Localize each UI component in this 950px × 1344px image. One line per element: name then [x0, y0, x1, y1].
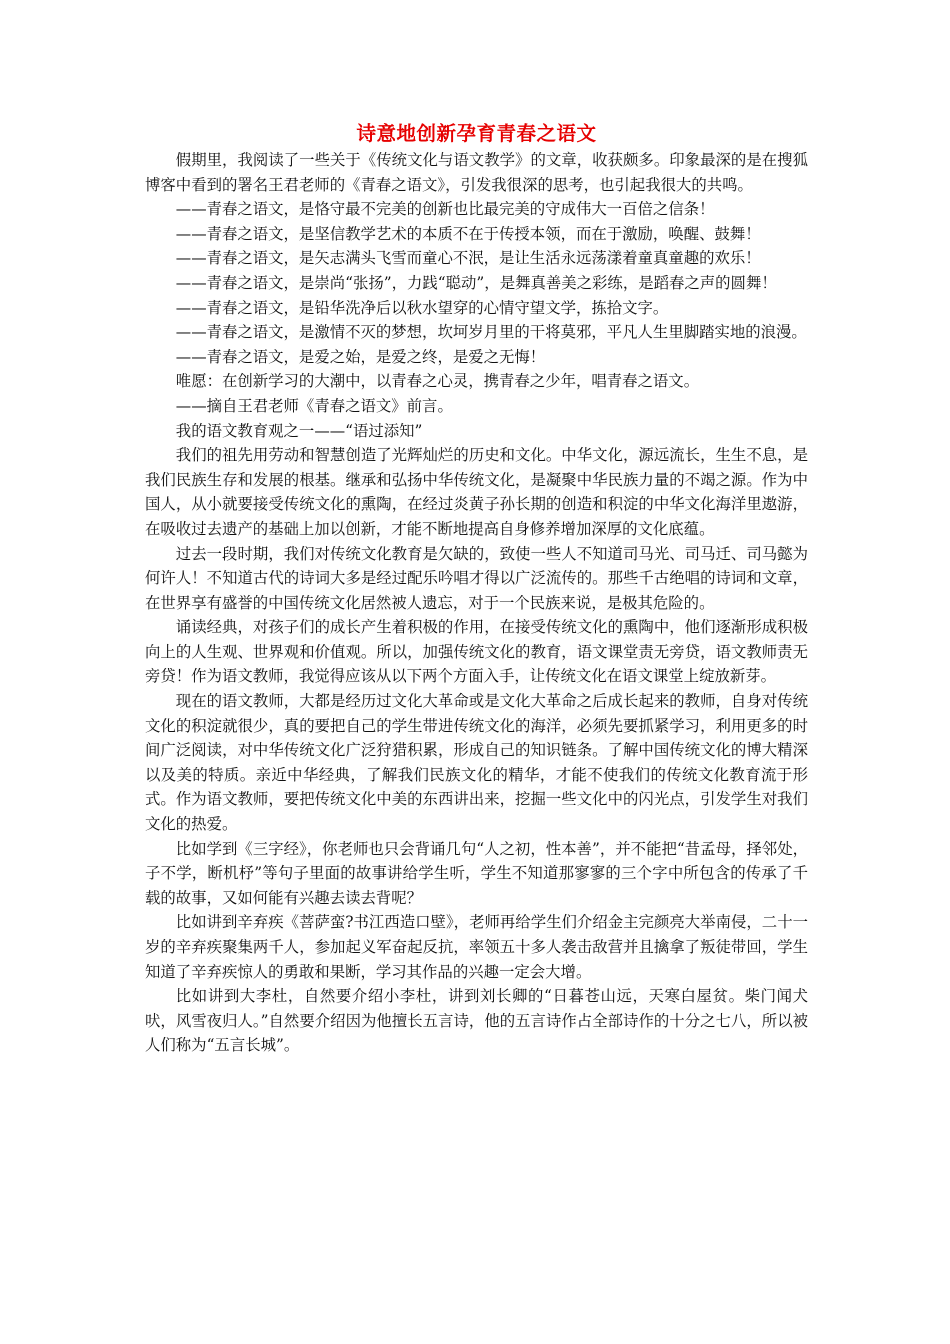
paragraph: 现在的语文教师，大都是经历过文化大革命或是文化大革命之后成长起来的教师，自身对传统文化的积淀就很少，真的要把自己的学生带进传统文化的海洋，必须先要抓紧学习，利用更多的时间广泛阅读，对中华传统文化广泛狩猎积累，形成自己的知识链条。了解中国传统文化的博大精深以及美的特质。亲近中华经典，了解我们民族文化的精华，才能不使我们的传统文化教育流于形式。作为语文教师，要把传统文化中美的东西讲出来，挖掘一些文化中的闪光点，引发学生对我们文化的热爱。 — [145, 692, 808, 834]
paragraph: ——青春之语文，是恪守最不完美的创新也比最完美的守成伟大一百倍之信条！ — [175, 200, 715, 219]
paragraph: 比如学到《三字经》，你老师也只会背诵几句“人之初，性本善”，并不能把“昔孟母，择邻处，子不学，断机杼”等句子里面的故事讲给学生听，学生不知道那寥寥的三个字中所包含的传承了千载的故事，又如何能有兴趣去读去背呢？ — [145, 839, 808, 907]
document-page — [145, 120, 808, 1058]
paragraph: ——青春之语文，是铅华洗净后以秋水望穿的心情守望文学，拣拾文字。 — [175, 298, 669, 317]
section-heading: 我的语文教育观之一——“语过添知” — [175, 421, 423, 440]
paragraph: ——青春之语文，是崇尚“张扬”，力践“聪动”，是舞真善美之彩练，是蹈春之声的圆舞！ — [175, 273, 777, 292]
paragraph: ——青春之语文，是激情不灭的梦想，坎坷岁月里的干将莫邪，平凡人生里脚踏实地的浪漫。 — [175, 323, 807, 342]
paragraph: 诵读经典，对孩子们的成长产生着积极的作用，在接受传统文化的熏陶中，他们逐渐形成积极向上的人生观、世界观和价值观。所以，加强传统文化的教育，语文课堂责无旁贷，语文教师责无旁贷！作为语文教师，我觉得应该从以下两个方面入手，让传统文化在语文课堂上绽放新芽。 — [145, 618, 808, 686]
document-body — [145, 148, 808, 1058]
paragraph: ——青春之语文，是坚信教学艺术的本质不在于传授本领，而在于激励，唤醒、鼓舞！ — [175, 224, 761, 243]
paragraph: 过去一段时期，我们对传统文化教育是欠缺的，致使一些人不知道司马光、司马迁、司马懿为何许人！不知道古代的诗词大多是经过配乐吟唱才得以广泛流传的。那些千古绝唱的诗词和文章，在世界享有盛誉的中国传统文化居然被人遗忘，对于一个民族来说，是极其危险的。 — [145, 544, 808, 612]
paragraph: ——青春之语文，是矢志满头飞雪而童心不泯，是让生活永远荡漾着童真童趣的欢乐！ — [175, 249, 761, 268]
paragraph: 我们的祖先用劳动和智慧创造了光辉灿烂的历史和文化。中华文化，源远流长，生生不息，是我们民族生存和发展的根基。继承和弘扬中华传统文化，是凝聚中华民族力量的不竭之源。作为中国人，从小就要接受传统文化的熏陶，在经过炎黄子孙长期的创造和积淀的中华文化海洋里遨游，在吸收过去遗产的基础上加以创新，才能不断地提高自身修养增加深厚的文化底蕴。 — [145, 446, 808, 538]
paragraph: 比如讲到辛弃疾《菩萨蛮?书江西造口壁》，老师再给学生们介绍金主完颜亮大举南侵，二十一岁的辛弃疾聚集两千人，参加起义军奋起反抗，率领五十多人袭击敌营并且擒拿了叛徒带回，学生知道了辛弃疾惊人的勇敢和果断，学习其作品的兴趣一定会大增。 — [145, 913, 808, 981]
paragraph: 比如讲到大李杜，自然要介绍小李杜，讲到刘长卿的“日暮苍山远，天寒白屋贫。柴门闻犬吠，风雪夜归人。”自然要介绍因为他擅长五言诗，他的五言诗作占全部诗作的十分之七八，所以被人们称为“五言长城”。 — [145, 987, 808, 1055]
paragraph: ——青春之语文，是爱之始，是爱之终，是爱之无悔！ — [175, 347, 546, 366]
paragraph: 假期里，我阅读了一些关于《传统文化与语文教学》的文章，收获颇多。印象最深的是在搜狐博客中看到的署名王君老师的《青春之语文》，引发我很深的思考，也引起我很大的共鸣。 — [145, 151, 808, 194]
paragraph: 唯愿：在创新学习的大潮中，以青春之心灵，携青春之少年，唱青春之语文。 — [175, 372, 700, 391]
paragraph: ——摘自王君老师《青春之语文》前言。 — [175, 396, 453, 415]
document-title: 诗意地创新孕育青春之语文 — [356, 122, 597, 145]
